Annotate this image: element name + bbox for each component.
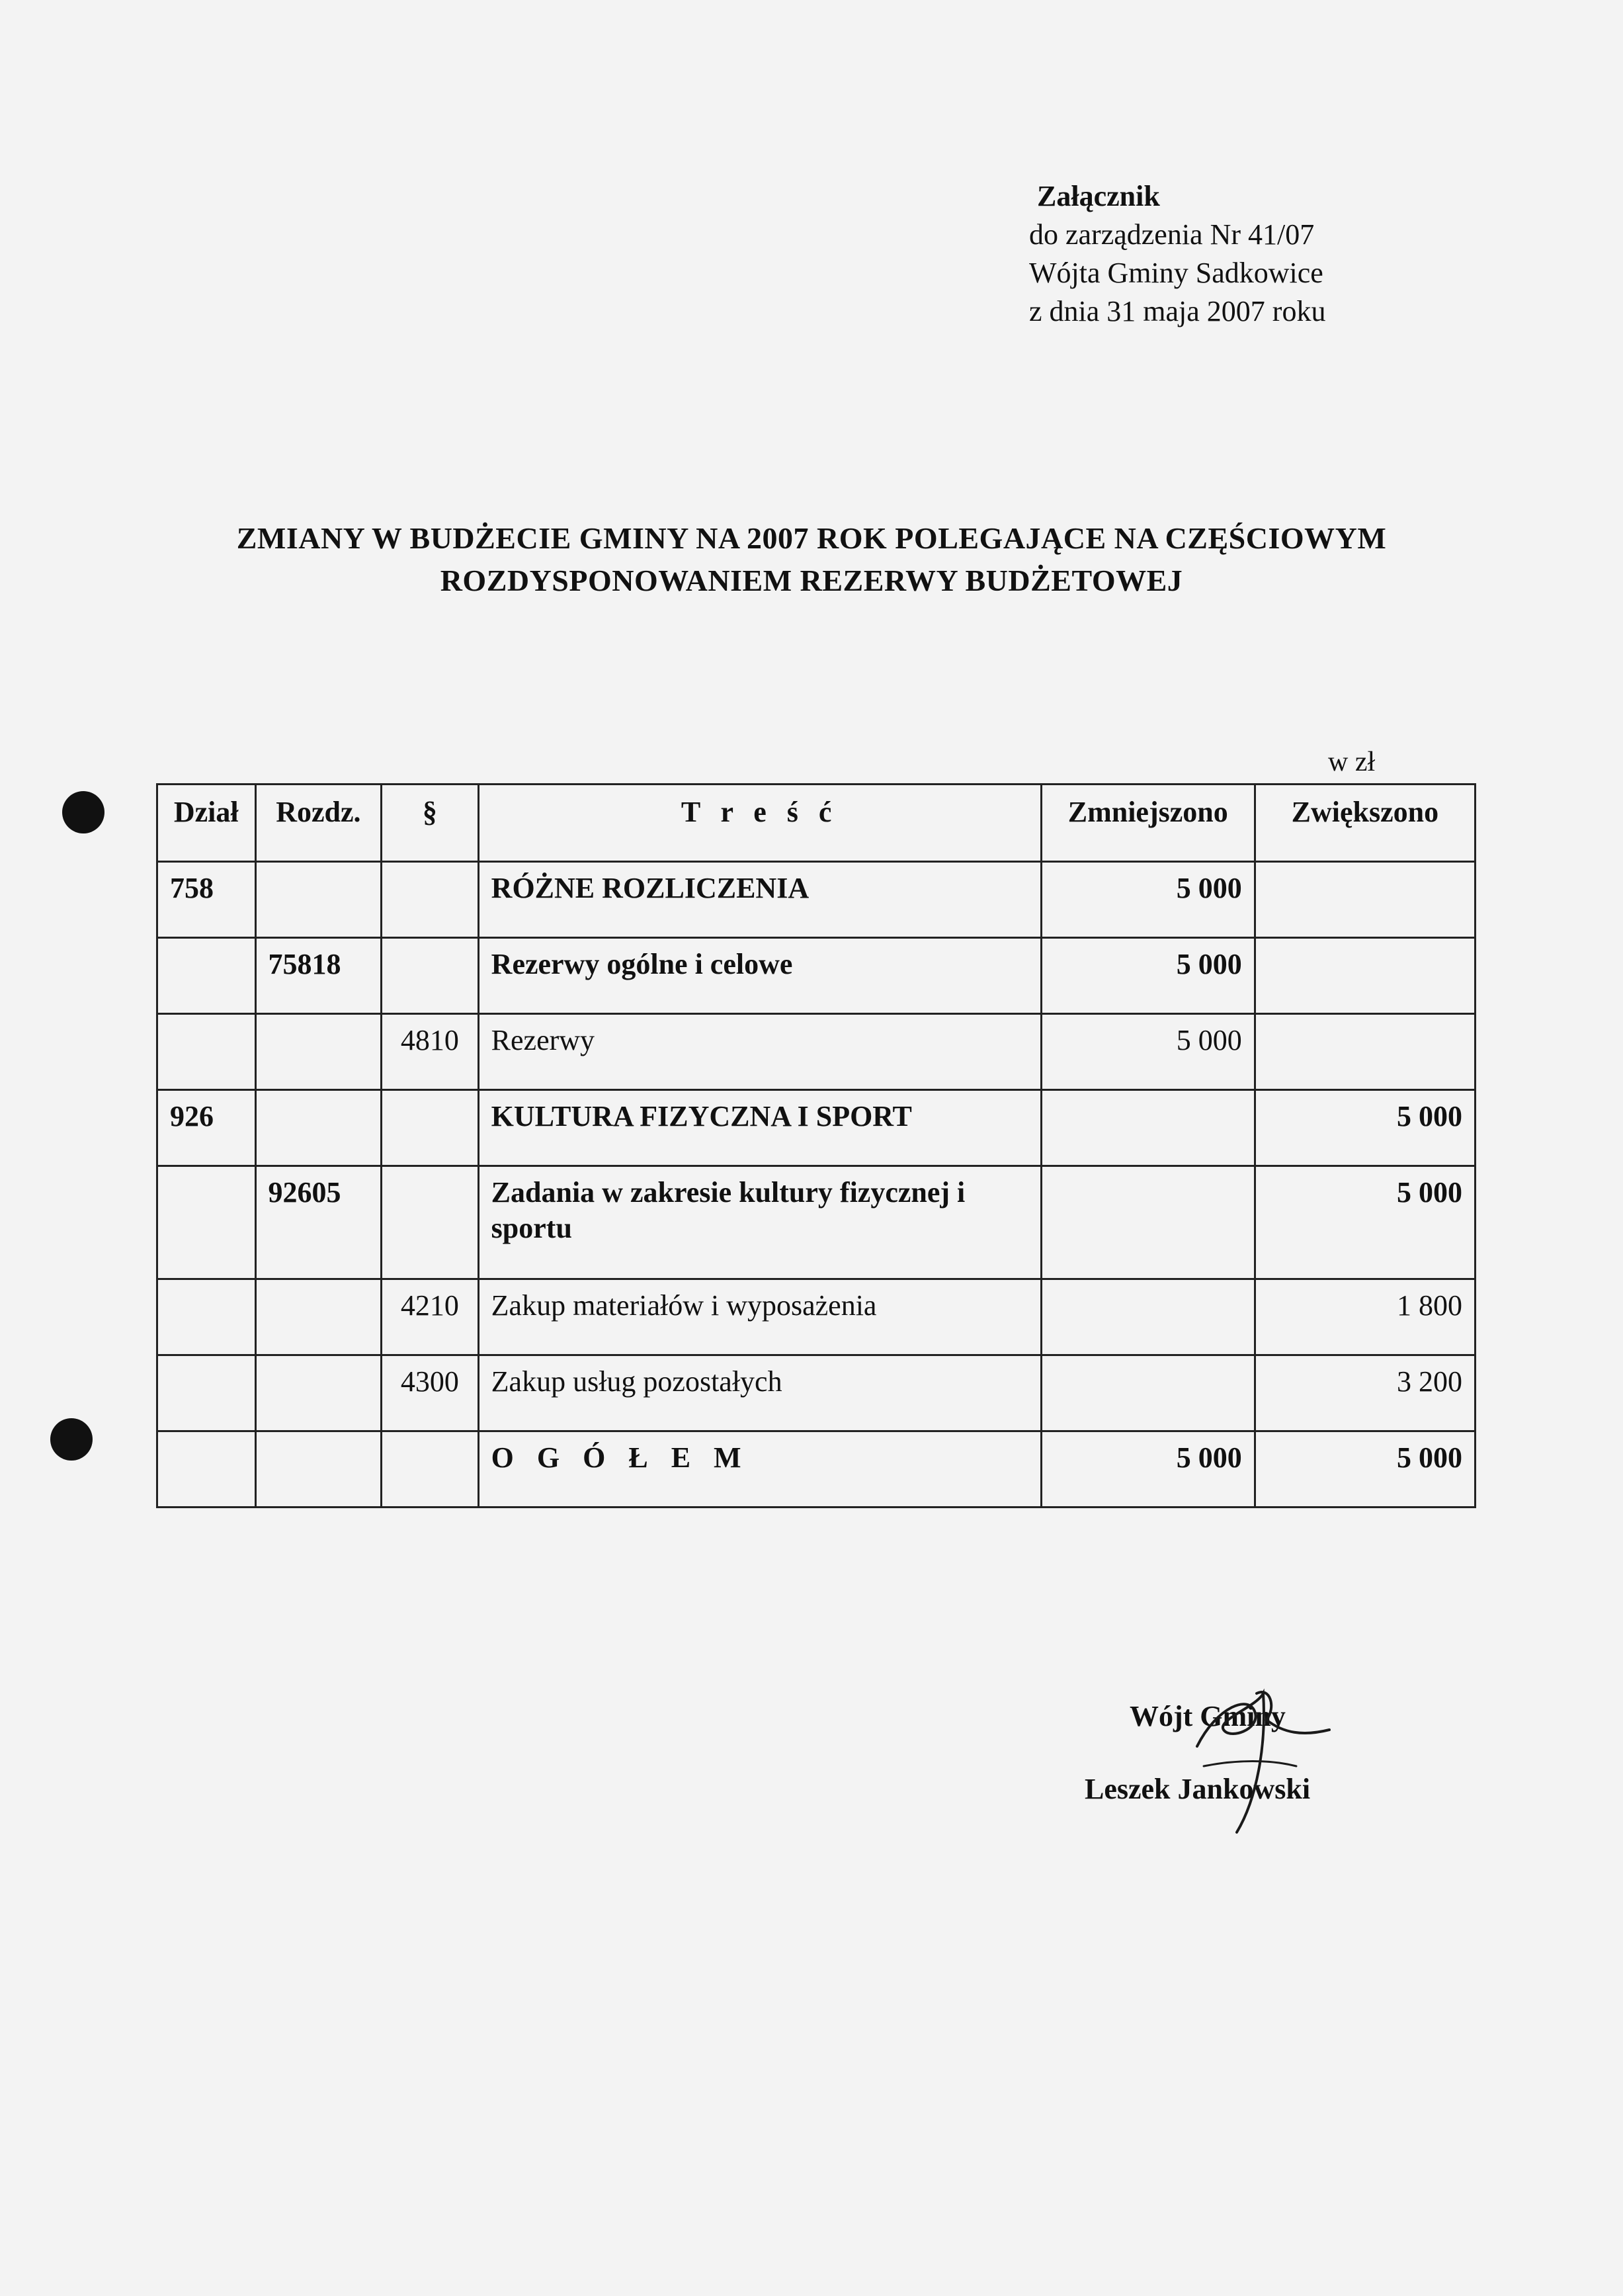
cell-paragraph — [382, 862, 479, 938]
total-zmniejszono: 5 000 — [1041, 1431, 1255, 1508]
table-total-row — [157, 1431, 1476, 1508]
cell-dzial — [157, 1355, 256, 1431]
table-header-row — [157, 785, 1476, 862]
cell-dzial: 926 — [157, 1090, 256, 1166]
cell-paragraph: 4210 — [382, 1279, 479, 1355]
document-title-line2: ROZDYSPONOWANIEM REZERWY BUDŻETOWEJ — [440, 564, 1183, 597]
cell-paragraph — [382, 1090, 479, 1166]
cell-tresc: Rezerwy ogólne i celowe — [478, 938, 1041, 1014]
cell-rozdz — [255, 1014, 382, 1090]
cell-tresc: Zakup usług pozostałych — [478, 1355, 1041, 1431]
punch-hole-bottom — [50, 1418, 93, 1461]
cell-paragraph: 4810 — [382, 1014, 479, 1090]
table-row — [157, 862, 1476, 938]
cell-zwiekszono: 5 000 — [1255, 1166, 1475, 1279]
cell-zwiekszono: 3 200 — [1255, 1355, 1475, 1431]
table-row — [157, 1355, 1476, 1431]
cell-zmniejszono — [1041, 1166, 1255, 1279]
annex-header — [1029, 177, 1325, 331]
cell-rozdz — [255, 1090, 382, 1166]
cell-dzial: 758 — [157, 862, 256, 938]
cell-rozdz — [255, 1279, 382, 1355]
cell-zwiekszono — [1255, 938, 1475, 1014]
cell-rozdz — [255, 862, 382, 938]
cell-rozdz — [255, 1355, 382, 1431]
signature-title: Wójt Gminy — [1130, 1700, 1286, 1732]
table-row — [157, 1014, 1476, 1090]
cell-rozdz — [255, 1431, 382, 1508]
document-title-line1: ZMIANY W BUDŻECIE GMINY NA 2007 ROK POLEGAJĄCE NA CZĘŚCIOWYM — [236, 521, 1387, 555]
budget-table — [156, 783, 1476, 1508]
header-zwiekszono: Zwiększono — [1255, 785, 1475, 862]
cell-dzial — [157, 1431, 256, 1508]
currency-unit: w zł — [1328, 747, 1376, 777]
table-row — [157, 1279, 1476, 1355]
header-dzial: Dział — [157, 785, 256, 862]
cell-zmniejszono: 5 000 — [1041, 938, 1255, 1014]
cell-dzial — [157, 938, 256, 1014]
annex-reference: do zarządzenia Nr 41/07 — [1029, 218, 1315, 251]
cell-dzial — [157, 1166, 256, 1279]
cell-tresc: RÓŻNE ROZLICZENIA — [478, 862, 1041, 938]
cell-zwiekszono: 1 800 — [1255, 1279, 1475, 1355]
cell-dzial — [157, 1014, 256, 1090]
cell-paragraph — [382, 1166, 479, 1279]
cell-rozdz: 75818 — [255, 938, 382, 1014]
punch-hole-top — [62, 791, 104, 833]
header-paragraph: § — [382, 785, 479, 862]
cell-tresc: Zadania w zakresie kultury fizycznej i sportu — [478, 1166, 1041, 1279]
annex-title: Załącznik — [1037, 180, 1160, 212]
cell-zmniejszono: 5 000 — [1041, 862, 1255, 938]
cell-zwiekszono — [1255, 862, 1475, 938]
total-label: O G Ó Ł E M — [478, 1431, 1041, 1508]
annex-date: z dnia 31 maja 2007 roku — [1029, 295, 1326, 327]
cell-paragraph — [382, 938, 479, 1014]
cell-zmniejszono — [1041, 1090, 1255, 1166]
cell-zmniejszono — [1041, 1355, 1255, 1431]
cell-zmniejszono — [1041, 1279, 1255, 1355]
cell-tresc: KULTURA FIZYCZNA I SPORT — [478, 1090, 1041, 1166]
total-zwiekszono: 5 000 — [1255, 1431, 1475, 1508]
cell-paragraph: 4300 — [382, 1355, 479, 1431]
cell-dzial — [157, 1279, 256, 1355]
document-title — [0, 517, 1623, 602]
cell-zwiekszono: 5 000 — [1255, 1090, 1475, 1166]
header-tresc: T r e ś ć — [478, 785, 1041, 862]
table-row — [157, 1090, 1476, 1166]
cell-tresc: Zakup materiałów i wyposażenia — [478, 1279, 1041, 1355]
cell-zwiekszono — [1255, 1014, 1475, 1090]
table-row — [157, 1166, 1476, 1279]
signature-name: Leszek Jankowski — [1085, 1773, 1311, 1805]
cell-tresc: Rezerwy — [478, 1014, 1041, 1090]
annex-issuer: Wójta Gminy Sadkowice — [1029, 257, 1323, 289]
table-row — [157, 938, 1476, 1014]
cell-paragraph — [382, 1431, 479, 1508]
header-zmniejszono: Zmniejszono — [1041, 785, 1255, 862]
header-rozdz: Rozdz. — [255, 785, 382, 862]
cell-rozdz: 92605 — [255, 1166, 382, 1279]
handwritten-signature — [1177, 1667, 1336, 1839]
cell-zmniejszono: 5 000 — [1041, 1014, 1255, 1090]
